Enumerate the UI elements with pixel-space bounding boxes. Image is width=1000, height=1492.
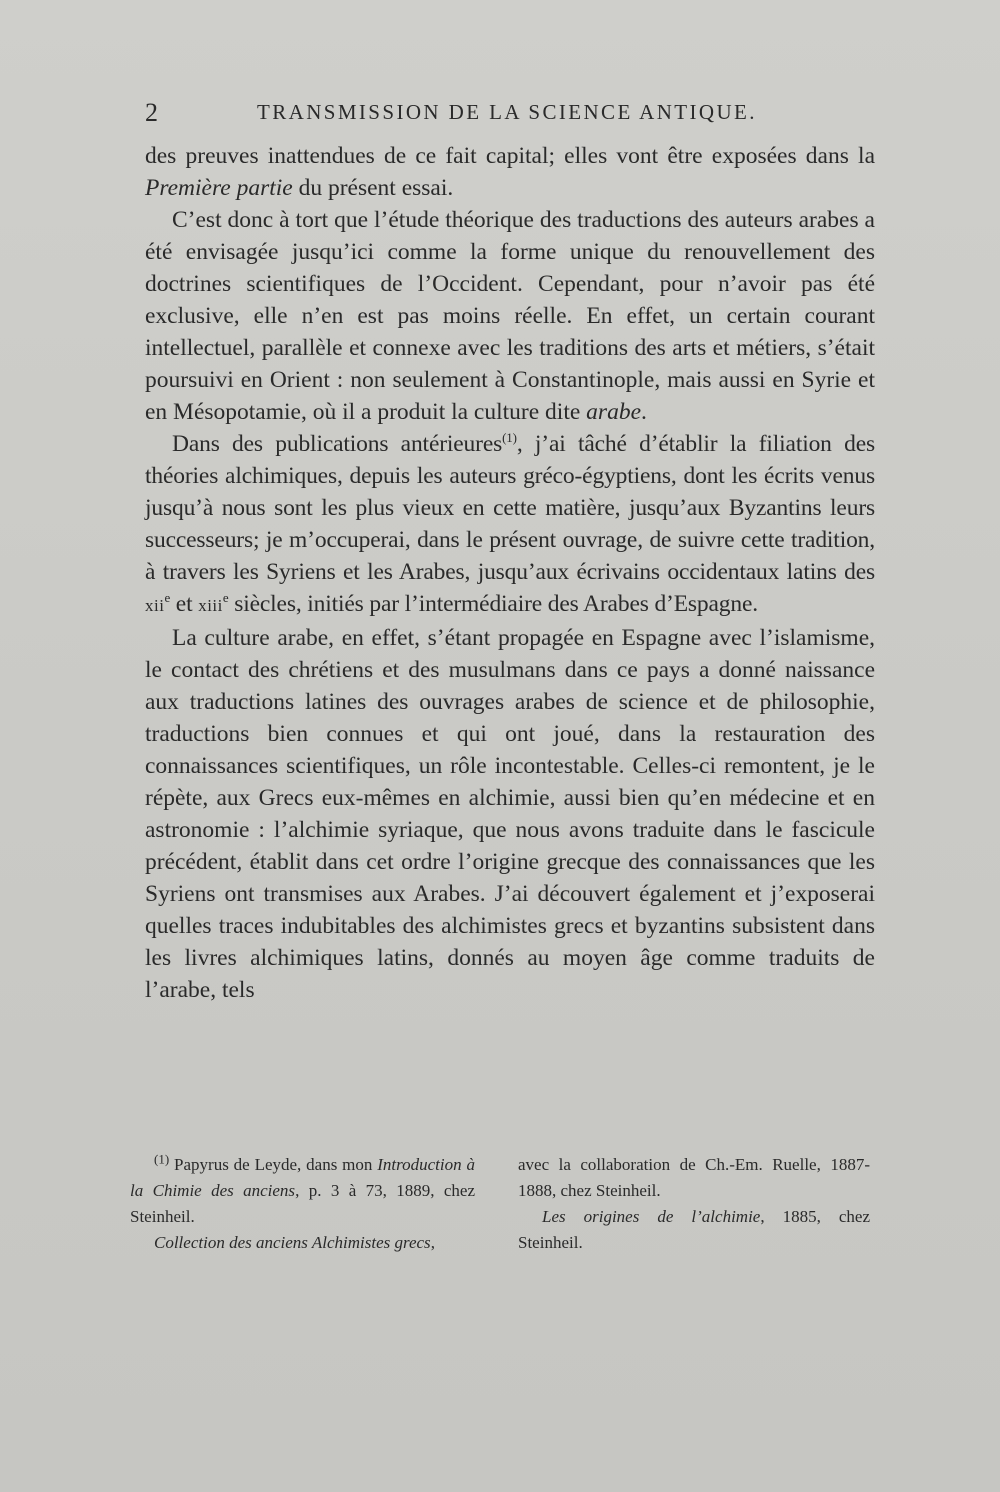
footnote-column-left [130,1152,475,1256]
paragraph-1: des preuves inattendues de ce fait capital; elles vont être exposées dans la Première partie du présent essai. [145,143,875,201]
page-header [145,98,875,138]
footnote-1-continued: Collection des anciens Alchimistes grecs, [154,1233,435,1252]
paragraph-4: La culture arabe, en effet, s’étant propagée en Espagne avec l’islamisme, le contact des chrétiens et des musulmans dans ce pays a donné naissance aux traductions latines des ouvrages arabes de science et de philosophie, traductions bien connues et qui ont joué, dans la restauration des connaissances scientifiques, un rôle incontestable. Celles-ci remontent, je le répète, aux Grecs eux-mêmes en alchimie, aussi bien qu’en médecine et en astronomie : l’alchimie syriaque, que nous avons traduite dans le fascicule précédent, établit dans cet ordre l’origine grecque des connaissances que les Syriens ont transmises aux Arabes. J’ai découvert également et j’exposerai quelles traces indubitables des alchimistes grecs et byzantins subsistent dans les livres alchimiques latins, donnés au moyen âge comme traduits de l’arabe, tels [145,625,875,1003]
main-text [145,140,875,1006]
footnote-marker: (1) [154,1151,170,1167]
paragraph-3: Dans des publications antérieures$^{(1)}$, j’ai tâché d’établir la filiation des théories alchimiques, depuis les auteurs gréco-égyptiens, dont les écrits venus jusqu’à nous sont les plus vieux en cette matière, jusqu’aux Byzantins leurs successeurs; je m’occuperai, dans le présent ouvrage, de suivre cette tradition, à travers les Syriens et les Arabes, jusqu’aux écrivains occidentaux latins des xii$^e$ et xiii$^e$ siècles, initiés par l’intermédiaire des Arabes d’Espagne. [145,430,875,617]
footnote-column-right [518,1152,870,1256]
footnote-reference: (1) [502,430,517,446]
footnote-1-collaboration: avec la collaboration de Ch.-Em. Ruelle, 1887-1888, chez Steinheil. [518,1155,870,1200]
footnote-1-origins: Les origines de l’alchimie, 1885, chez Steinheil. [518,1207,870,1252]
running-title: TRANSMISSION DE LA SCIENCE ANTIQUE. [257,100,757,124]
page-number: 2 [145,98,158,127]
footnote-1: $^{(1)}$ Papyrus de Leyde, dans mon Introduction à la Chimie des anciens, p. 3 à 73, 1889, chez Steinheil. [130,1151,476,1226]
paragraph-2: C’est donc à tort que l’étude théorique des traductions des auteurs arabes a été envisagée jusqu’ici comme la forme unique du renouvellement des doctrines scientifiques de l’Occident. Cependant, pour n’avoir pas été exclusive, elle n’en est pas moins réelle. En effet, un certain courant intellectuel, parallèle et connexe avec les traditions des arts et métiers, s’était poursuivi en Orient : non seulement à Constantinople, mais aussi en Syrie et en Mésopotamie, où il a produit la culture dite arabe. [145,207,875,425]
